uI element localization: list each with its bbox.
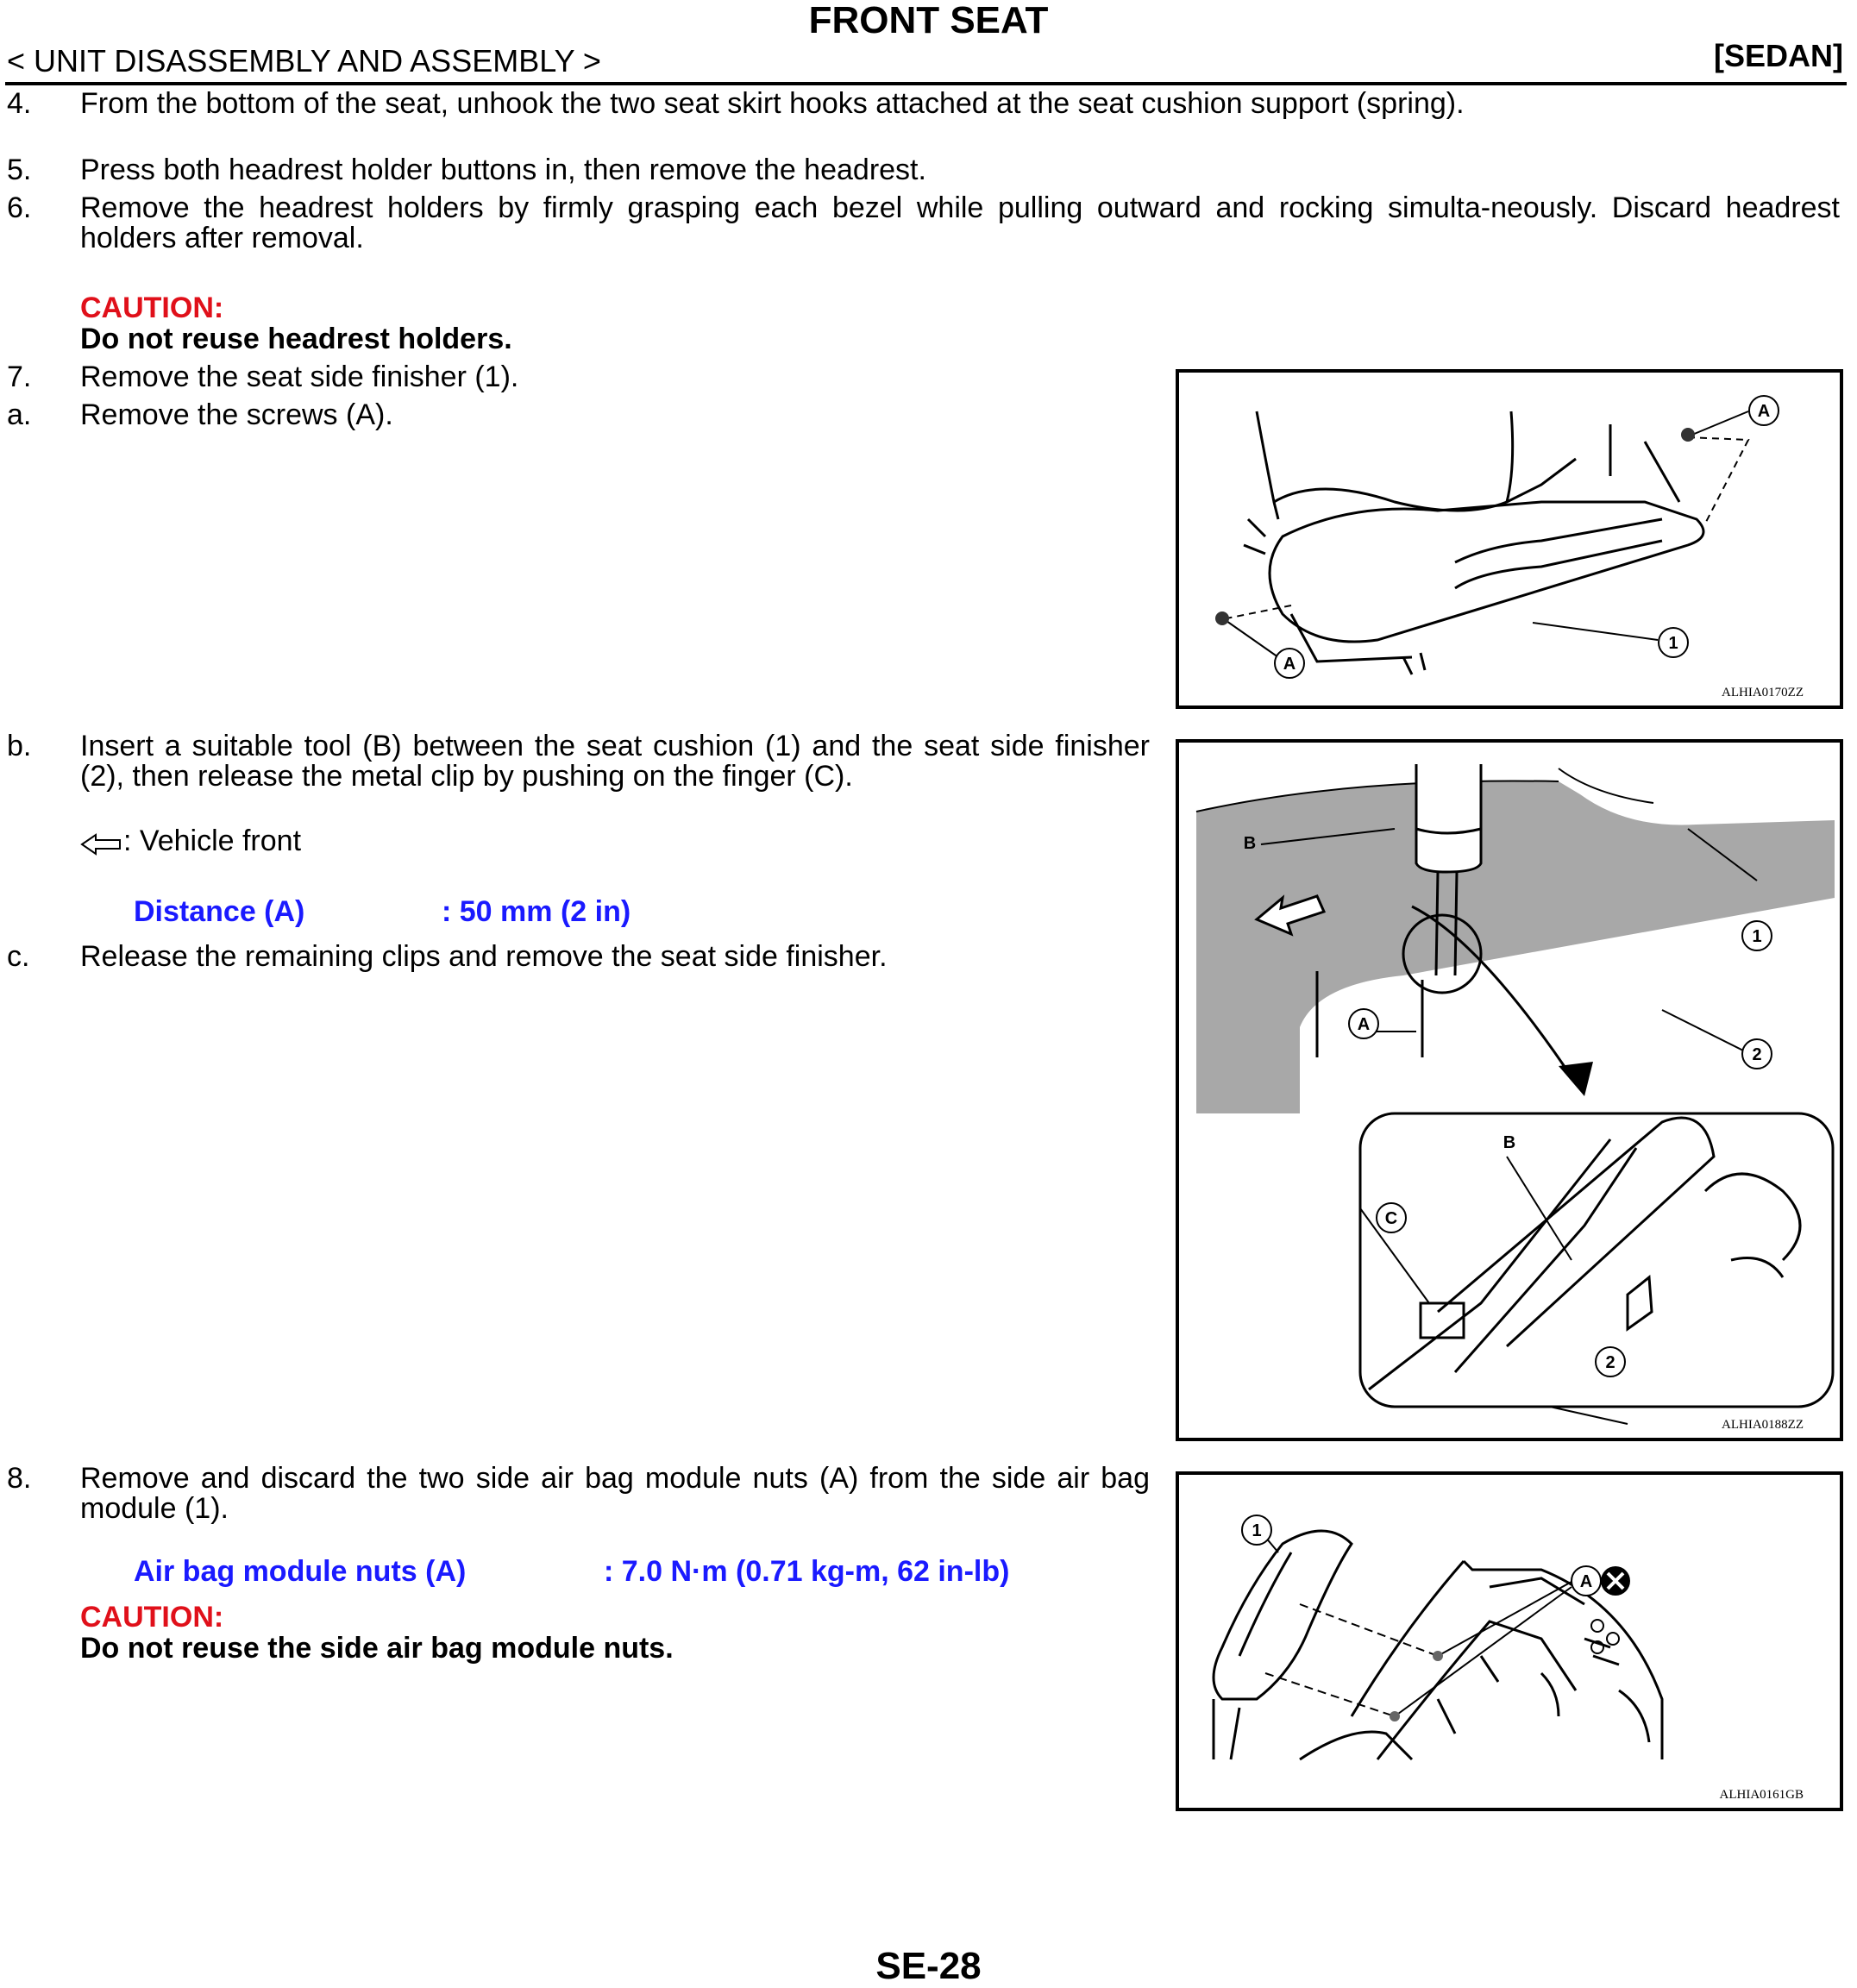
vehicle-front-text: : Vehicle front (123, 825, 302, 857)
model-label: [SEDAN] (1714, 38, 1843, 73)
step-7c-text: Release the remaining clips and remove the seat side finisher. (80, 940, 888, 973)
page-number: SE-28 (875, 1945, 982, 1987)
page-title: FRONT SEAT (808, 0, 1049, 41)
step-6-number: 6. (7, 191, 32, 224)
figure-code: ALHIA0188ZZ (1722, 1418, 1804, 1432)
step-7a-number: a. (7, 398, 32, 431)
step-4-number: 4. (7, 87, 32, 120)
callout-2-detail: 2 (1605, 1353, 1615, 1372)
step-7b-text: Insert a suitable tool (B) between the seat cushion (1) and the seat side finisher (2), then release the metal clip by pushing on the finger (C). (80, 730, 1150, 793)
callout-1-seat-cushion: 1 (1752, 927, 1762, 946)
do-not-reuse-icon (1601, 1566, 1630, 1596)
distance-spec-label: Distance (A) (134, 895, 305, 928)
vehicle-front-arrow-icon (80, 831, 123, 854)
figure-release-metal-clip (1176, 739, 1843, 1441)
clip-release-illustration (1179, 743, 1840, 1438)
figure-code: ALHIA0161GB (1719, 1788, 1804, 1802)
airbag-module-illustration (1179, 1475, 1840, 1808)
callout-b-main: B (1243, 834, 1257, 853)
step-7a-text: Remove the screws (A). (80, 398, 393, 431)
figure-side-airbag-module-nuts (1176, 1471, 1843, 1811)
step-4-text: From the bottom of the seat, unhook the two seat skirt hooks attached at the seat cushion support (spring). (80, 87, 1465, 120)
callout-2-finisher: 2 (1752, 1045, 1762, 1064)
header-rule (5, 82, 1847, 85)
vehicle-front-legend (80, 826, 301, 856)
callout-b-detail: B (1503, 1133, 1516, 1152)
callout-a-top: A (1757, 402, 1771, 421)
step-8-number: 8. (7, 1462, 32, 1495)
torque-spec-value: : 7.0 N·m (0.71 kg-m, 62 in-lb) (604, 1555, 1010, 1588)
step-6-text: Remove the headrest holders by firmly grasping each bezel while pulling outward and rocking simulta-neously. Discard headrest holders after removal. (80, 191, 1840, 254)
caution-text-1: Do not reuse headrest holders. (80, 323, 512, 355)
callout-a-bottom: A (1283, 655, 1296, 674)
distance-spec-value: : 50 mm (2 in) (442, 895, 631, 928)
figure-seat-side-finisher-screws (1176, 369, 1843, 709)
section-heading: < UNIT DISASSEMBLY AND ASSEMBLY > (7, 43, 601, 78)
screw-icon (1681, 428, 1695, 442)
step-7c-number: c. (7, 940, 30, 973)
seat-finisher-illustration (1179, 373, 1840, 706)
step-8-text: Remove and discard the two side air bag module nuts (A) from the side air bag module (1). (80, 1462, 1150, 1525)
caution-label-1: CAUTION: (80, 292, 224, 324)
callout-1: 1 (1668, 634, 1678, 653)
step-7-number: 7. (7, 361, 32, 393)
callout-1-airbag: 1 (1252, 1521, 1262, 1540)
figure-code: ALHIA0170ZZ (1722, 686, 1804, 699)
callout-c-finger: C (1384, 1209, 1398, 1228)
callout-a-distance: A (1357, 1015, 1371, 1034)
step-5-number: 5. (7, 154, 32, 186)
callout-a-nuts: A (1579, 1572, 1593, 1591)
torque-spec-label: Air bag module nuts (A) (134, 1555, 467, 1588)
step-7b-number: b. (7, 730, 32, 762)
step-5-text: Press both headrest holder buttons in, then remove the headrest. (80, 154, 926, 186)
caution-text-2: Do not reuse the side air bag module nuts. (80, 1632, 674, 1665)
screw-icon (1215, 611, 1229, 625)
step-7-text: Remove the seat side finisher (1). (80, 361, 519, 393)
caution-label-2: CAUTION: (80, 1601, 224, 1634)
